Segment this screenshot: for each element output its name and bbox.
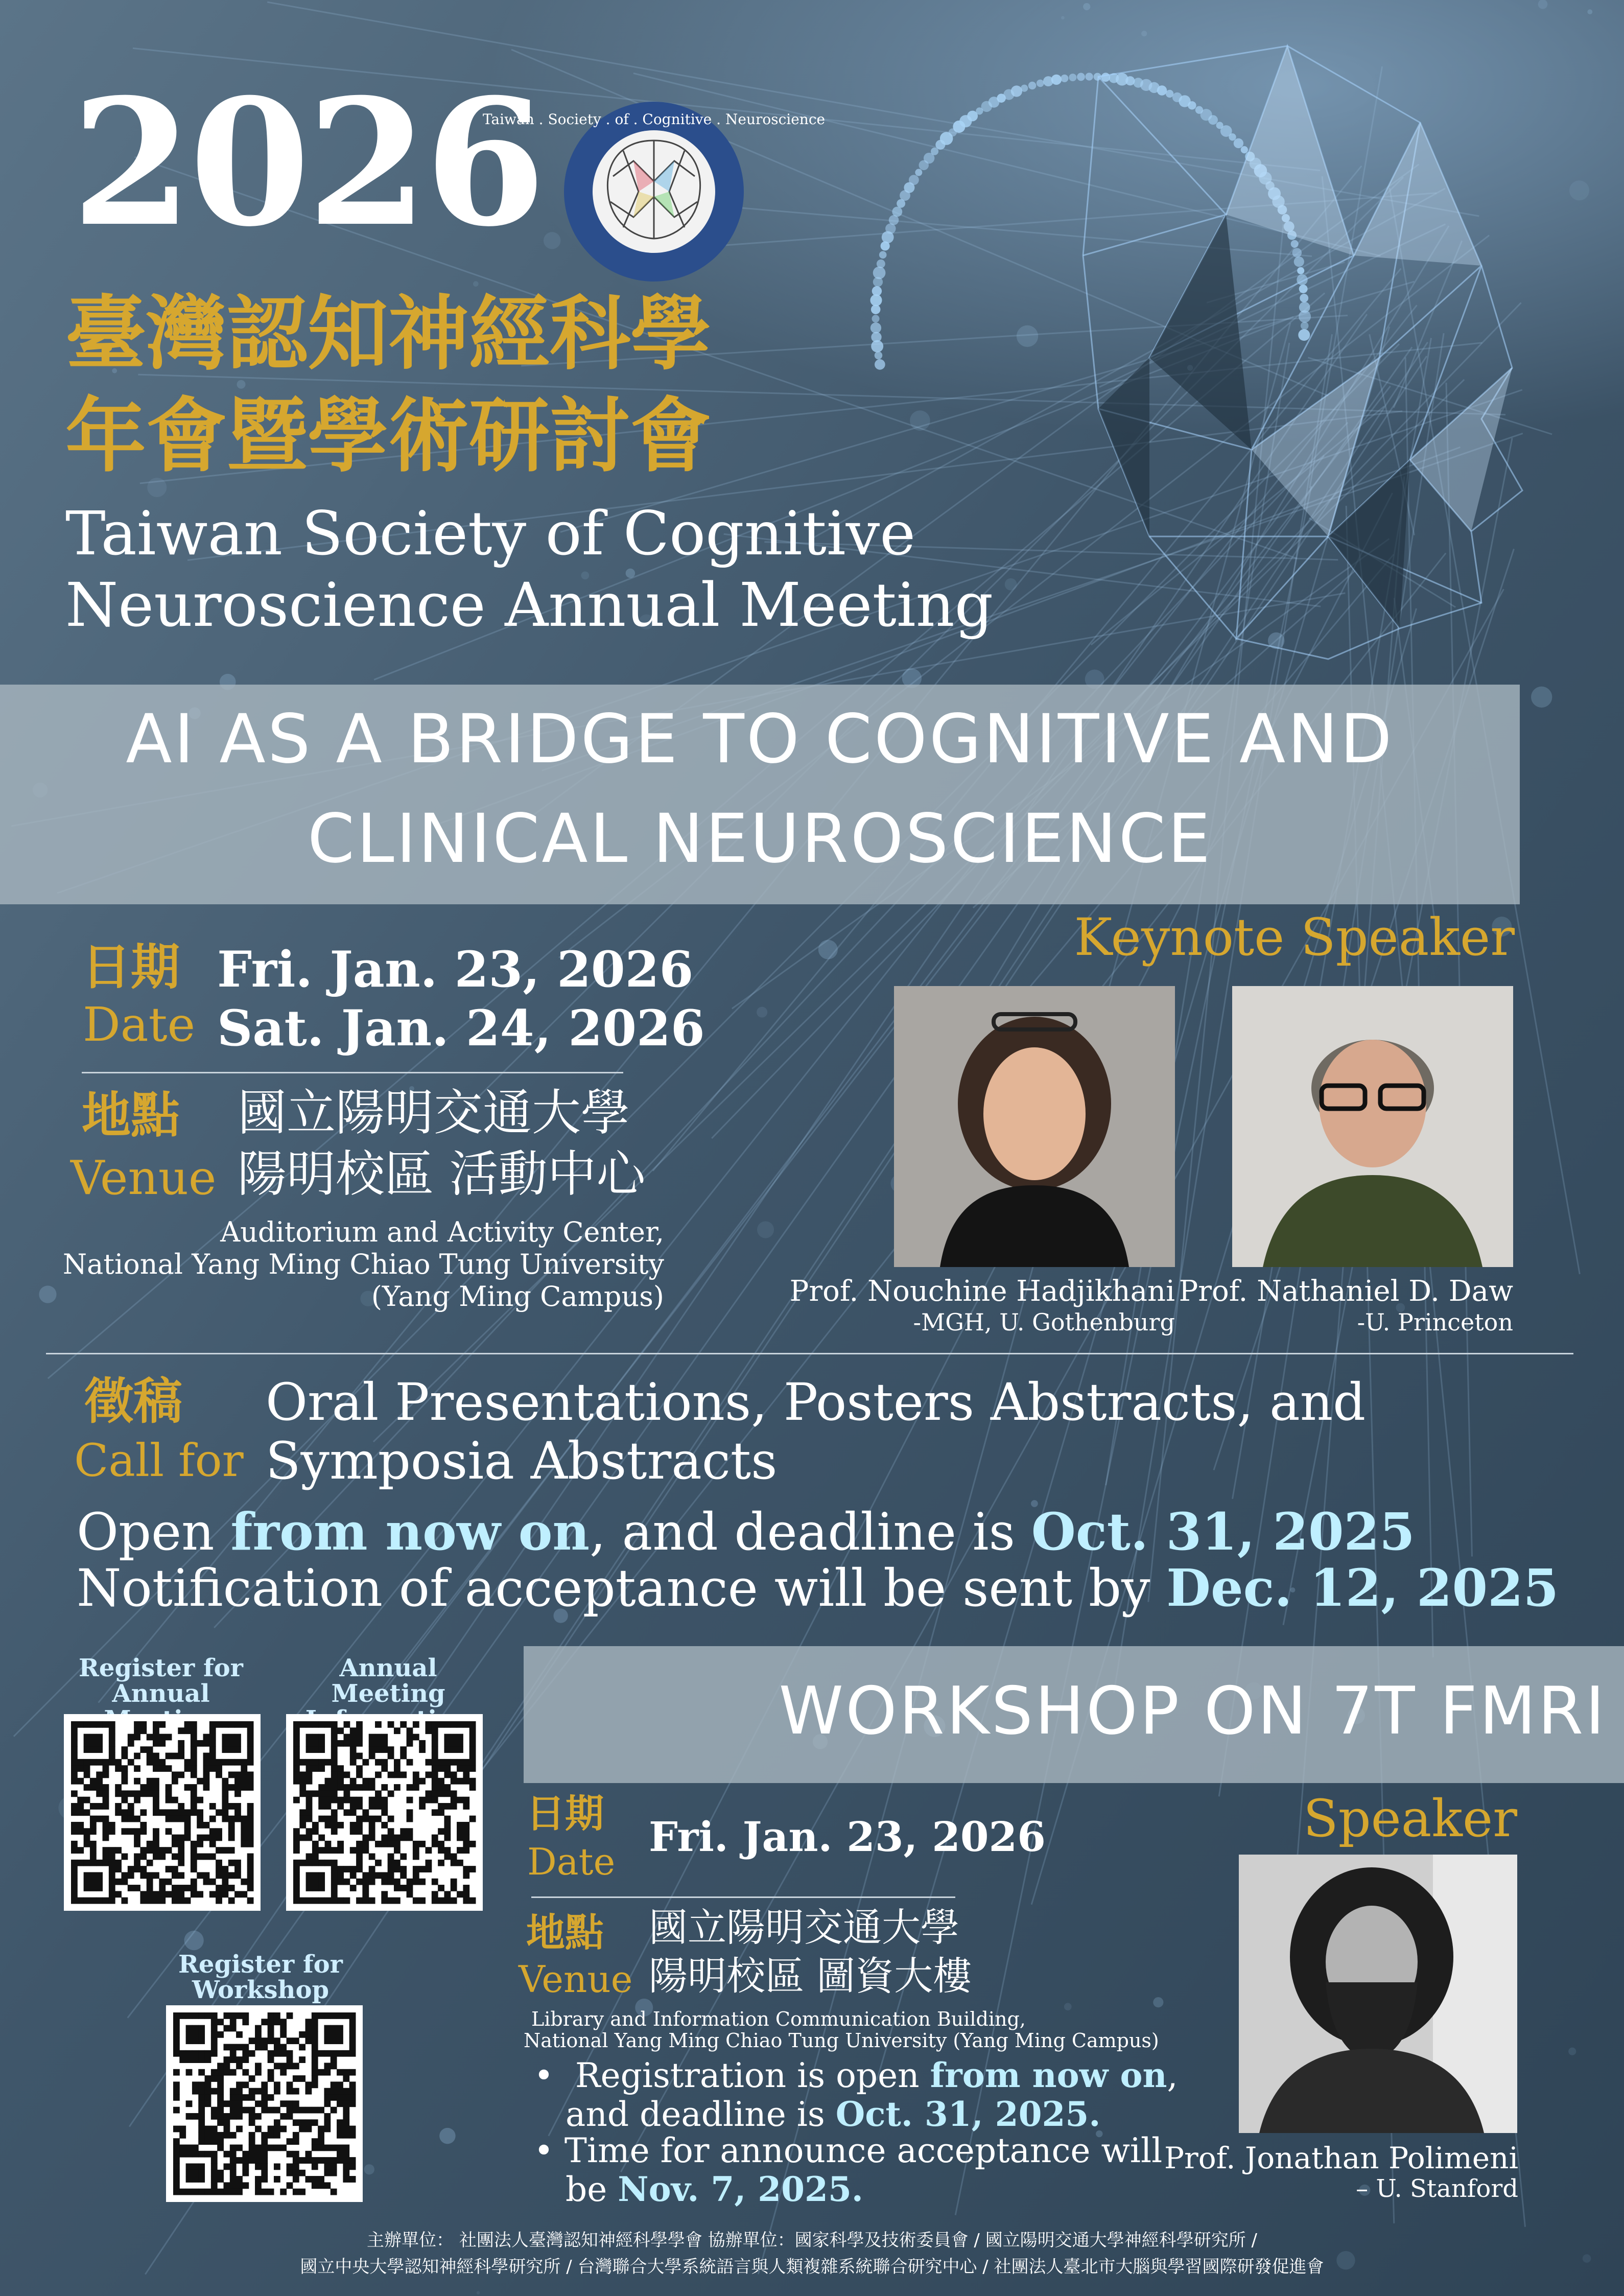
meeting-date1: Fri. Jan. 23, 2026	[217, 941, 694, 998]
qr-register-meeting-line2: Annual	[112, 1679, 210, 1708]
call-line1: Oral Presentations, Posters Abstracts, and	[266, 1372, 1366, 1432]
meeting-venue-en-line1: Auditorium and Activity Center,	[220, 1216, 664, 1248]
title-en-line2: Neuroscience Annual Meeting	[65, 570, 994, 640]
keynote-heading: Keynote Speaker	[1074, 907, 1515, 967]
speaker1-photo	[894, 986, 1175, 1267]
footer-line2: 國立中央大學認知神經科學研究所 / 台灣聯合大學系統語言與人類複雜系統聯合研究中心 / 社團法人臺北市大腦與學習國際研發促進會	[300, 2257, 1324, 2277]
qr-register-workshop-label	[158, 1952, 363, 2003]
call-open-mid: , and deadline is	[590, 1502, 1031, 1562]
year-title: 2026	[72, 61, 543, 265]
meeting-venue-en-line2: National Yang Ming Chiao Tung University	[62, 1248, 664, 1280]
date-divider	[82, 1072, 623, 1073]
qr-register-meeting[interactable]	[64, 1714, 261, 1911]
meeting-venue-label-en: Venue	[70, 1151, 217, 1205]
workshop-bullet1-line2-pre: and deadline is	[566, 2094, 836, 2134]
workshop-venue-label-zh: 地點	[526, 1910, 604, 1955]
call-open-line	[77, 1502, 1415, 1562]
title-zh-line2: 年會暨學術研討會	[65, 389, 711, 483]
workshop-bullet1-post: ,	[1167, 2056, 1178, 2095]
section-divider	[46, 1353, 1573, 1354]
workshop-bullet2-line1: Time for announce acceptance will	[564, 2131, 1163, 2170]
qr-register-meeting-line1: Register for	[79, 1654, 243, 1682]
logo-text: Taiwan . Society . of . Cognitive . Neuroscience	[482, 111, 826, 128]
call-line2: Symposia Abstracts	[266, 1431, 778, 1491]
workshop-venue-label-en: Venue	[519, 1958, 633, 2001]
meeting-date2: Sat. Jan. 24, 2026	[217, 999, 705, 1057]
theme-line2: CLINICAL NEUROSCIENCE	[307, 800, 1213, 878]
meeting-date-label-en: Date	[83, 997, 196, 1052]
qr-register-workshop-line2: Workshop	[192, 1976, 329, 2005]
workshop-date-label-zh: 日期	[526, 1791, 604, 1836]
workshop-bullet2-line2-pre: be	[566, 2169, 618, 2209]
workshop-bullet1-pre: Registration is open	[575, 2056, 930, 2095]
workshop-speaker-photo	[1239, 1855, 1517, 2133]
qr-info-line1: Annual Meeting	[331, 1654, 445, 1708]
speaker1-affiliation: -MGH, U. Gothenburg	[913, 1308, 1175, 1336]
workshop-bullet1-highlight: from now on	[930, 2055, 1167, 2095]
speaker2-photo	[1232, 986, 1513, 1267]
call-notify-pre: Notification of acceptance will be sent by	[77, 1558, 1167, 1618]
speaker2-affiliation: -U. Princeton	[1357, 1308, 1513, 1336]
theme-line1: AI AS A BRIDGE TO COGNITIVE AND	[126, 700, 1394, 779]
workshop-venue-en-line2: National Yang Ming Chiao Tung University (Yang Ming Campus)	[524, 2029, 1159, 2052]
society-logo	[482, 100, 826, 284]
call-notify-date: Dec. 12, 2025	[1166, 1558, 1559, 1618]
meeting-venue-zh-line2: 陽明校區 活動中心	[238, 1145, 646, 1203]
workshop-date: Fri. Jan. 23, 2026	[649, 1813, 1046, 1861]
qr-register-workshop[interactable]	[166, 2005, 363, 2202]
workshop-venue-en-line1: Library and Information Communication Building,	[531, 2008, 1026, 2030]
workshop-venue-zh-line2: 陽明校區 圖資大樓	[649, 1953, 972, 1999]
title-zh-line1: 臺灣認知神經科學	[65, 287, 711, 381]
qr-register-workshop-line1: Register for	[178, 1950, 343, 1979]
qr-meeting-info[interactable]	[286, 1714, 483, 1911]
call-open-pre: Open	[77, 1502, 231, 1562]
call-open-highlight: from now on	[230, 1502, 590, 1562]
call-notify-line	[77, 1558, 1559, 1618]
footer-line1: 主辦單位： 社團法人臺灣認知神經科學學會 協辦單位：國家科學及技術委員會 / 國立陽明交通大學神經科學研究所 /	[367, 2230, 1257, 2251]
title-en-line1: Taiwan Society of Cognitive	[65, 498, 916, 569]
bullet-dot: •	[534, 2131, 564, 2170]
workshop-speaker-heading: Speaker	[1303, 1789, 1517, 1848]
workshop-speaker-affiliation: – U. Stanford	[1356, 2174, 1518, 2203]
workshop-date-label-en: Date	[527, 1840, 616, 1883]
call-label-zh: 徵稿	[84, 1373, 182, 1430]
speaker2-name: Prof. Nathaniel D. Daw	[1179, 1275, 1513, 1308]
workshop-banner-title: WORKSHOP ON 7T FMRI	[779, 1673, 1607, 1749]
call-label-en: Call for	[74, 1434, 244, 1487]
workshop-venue-zh-line1: 國立陽明交通大學	[649, 1905, 959, 1950]
call-open-deadline: Oct. 31, 2025	[1031, 1502, 1415, 1562]
meeting-venue-zh-line1: 國立陽明交通大學	[238, 1084, 630, 1141]
workshop-speaker-name: Prof. Jonathan Polimeni	[1164, 2141, 1518, 2175]
meeting-venue-label-zh: 地點	[82, 1087, 180, 1144]
meeting-date-label-zh: 日期	[82, 939, 180, 996]
workshop-divider	[531, 1896, 955, 1898]
meeting-venue-en-line3: (Yang Ming Campus)	[371, 1280, 664, 1313]
workshop-bullet2-line2-date: Nov. 7, 2025.	[618, 2169, 863, 2209]
workshop-bullet1	[534, 2056, 1178, 2134]
workshop-bullet2	[534, 2131, 1162, 2209]
bullet-dot: •	[534, 2056, 575, 2095]
workshop-bullet1-line2-date: Oct. 31, 2025.	[835, 2094, 1101, 2134]
speaker1-name: Prof. Nouchine Hadjikhani	[789, 1275, 1175, 1308]
